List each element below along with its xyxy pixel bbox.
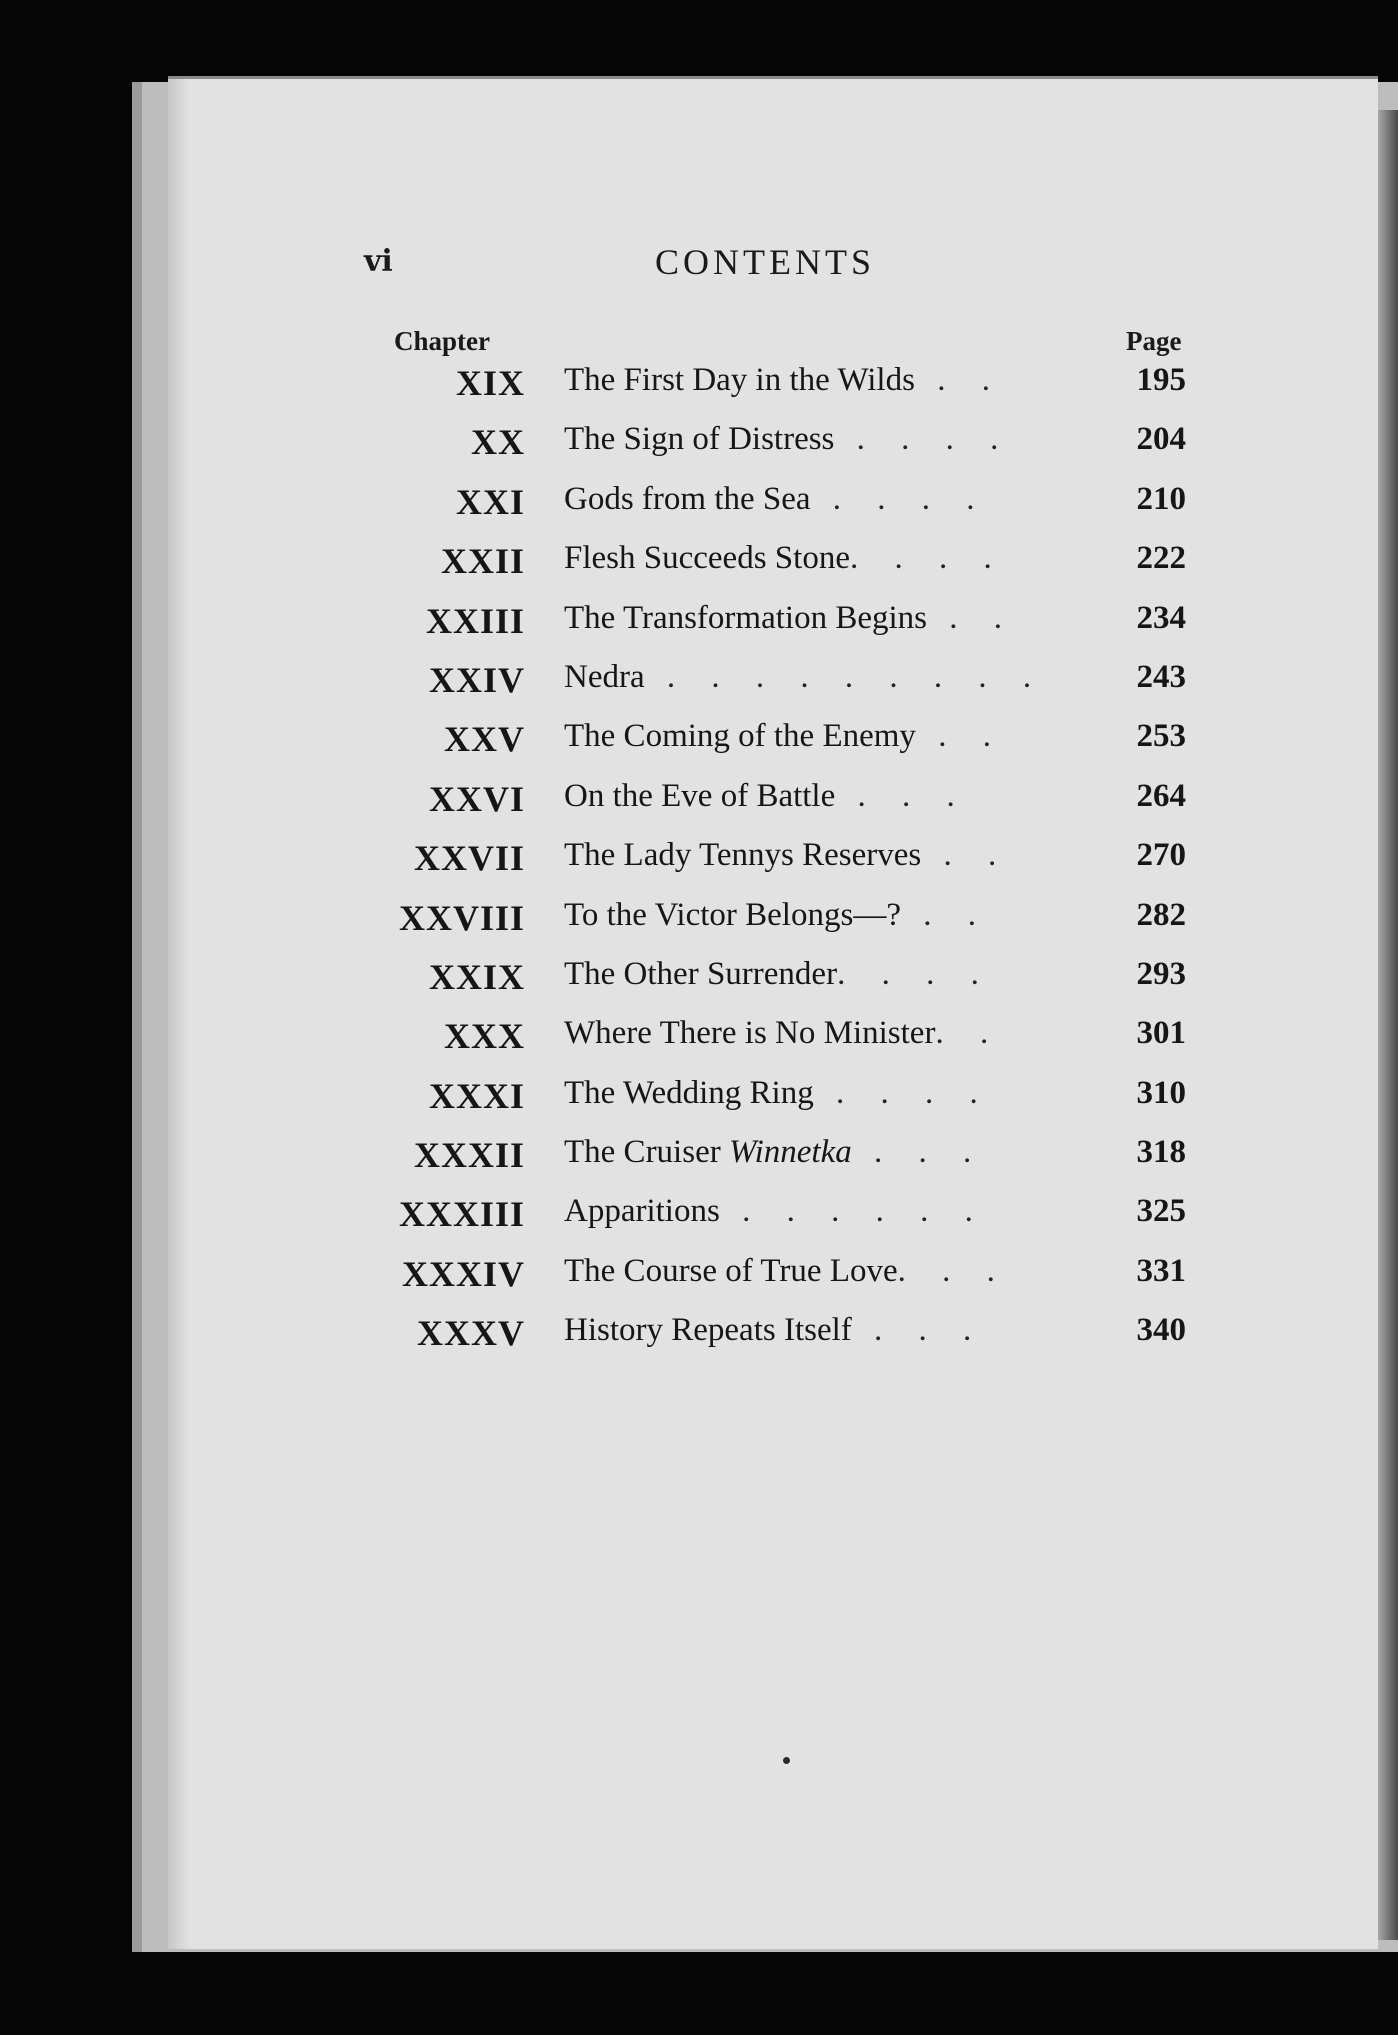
toc-entry [0, 415, 1398, 474]
chapter-number: XIX [455, 363, 525, 403]
toc-entry [0, 1247, 1398, 1306]
chapter-title-text: On the Eve of Battle [564, 777, 836, 814]
chapter-title [564, 837, 1104, 874]
page-number: 310 [1136, 1074, 1186, 1111]
chapter-title [564, 897, 1104, 934]
page-title: CONTENTS [655, 242, 875, 282]
chapter-title [564, 1253, 1104, 1290]
toc-entry [0, 950, 1398, 1009]
dot-leader: . . . [851, 1134, 986, 1171]
page-number: 293 [1136, 955, 1186, 992]
page-number: 195 [1136, 362, 1186, 398]
toc-entry [0, 1306, 1398, 1365]
chapter-title [564, 1015, 1104, 1052]
chapter-title-text: Where There is No Minister [564, 1015, 936, 1052]
chapter-title-text: Apparitions [564, 1193, 720, 1230]
toc-entry [0, 1069, 1398, 1128]
dot-leader: . . . . [849, 540, 1006, 577]
chapter-title [564, 421, 1104, 458]
toc-entry [0, 653, 1398, 712]
page-number: 210 [1136, 480, 1186, 517]
page-folio: vi [364, 244, 393, 279]
chapter-number: XXI [455, 481, 525, 522]
chapter-number: XXIII [425, 600, 525, 641]
chapter-title-text: To the Victor Belongs—? [564, 896, 901, 933]
ship-name-italic: Winnetka [728, 1134, 852, 1171]
chapter-title-text: The Cruiser Winnetka [564, 1134, 852, 1171]
page-number: 253 [1136, 718, 1186, 755]
chapter-title [564, 718, 1104, 755]
chapter-title-text: The Course of True Love [564, 1252, 898, 1289]
toc-entry [0, 356, 1398, 415]
chapter-title [564, 1075, 1104, 1112]
page-number: 301 [1136, 1015, 1186, 1052]
page-number: 325 [1136, 1193, 1186, 1230]
contents-list [0, 356, 1398, 1366]
chapter-number: XXIX [428, 956, 525, 997]
chapter-title [564, 1134, 1104, 1171]
toc-entry [0, 772, 1398, 831]
chapter-title-text: The Coming of the Enemy [564, 718, 916, 755]
chapter-number: XXV [444, 719, 525, 760]
chapter-number: XXXII [413, 1135, 525, 1176]
chapter-number: XXXIII [398, 1194, 525, 1235]
dot-leader: . . . [851, 1312, 986, 1349]
page-number: 243 [1136, 658, 1186, 695]
dot-leader: . . . [897, 1252, 1009, 1289]
page-number: 234 [1136, 599, 1186, 636]
ink-speck [783, 1757, 790, 1764]
chapter-title [564, 540, 1104, 577]
chapter-title-text: The Wedding Ring [564, 1074, 814, 1111]
chapter-title [564, 600, 1104, 637]
toc-entry [0, 534, 1398, 593]
chapter-number: XXIV [428, 659, 525, 700]
chapter-title [564, 1193, 1104, 1230]
chapter-number: XXVIII [398, 897, 525, 938]
chapter-title-text: The Lady Tennys Reserves [564, 837, 922, 874]
chapter-number: XX [471, 422, 525, 463]
page-number: 340 [1136, 1312, 1186, 1349]
toc-entry [0, 594, 1398, 653]
chapter-number: XXVII [413, 838, 525, 879]
toc-entry [0, 1128, 1398, 1187]
page-number: 318 [1136, 1134, 1186, 1171]
page-column-heading: Page [1126, 326, 1182, 356]
chapter-number: XXXV [417, 1313, 525, 1354]
page-number: 264 [1136, 777, 1186, 814]
dot-leader: . . [926, 599, 1016, 636]
dot-leader: . . [915, 718, 1005, 755]
dot-leader: . . . . [813, 1074, 992, 1111]
page-number: 222 [1136, 540, 1186, 577]
dot-leader: . . . . [837, 955, 993, 992]
dot-leader: . . . . [810, 480, 989, 517]
dot-leader: . . [935, 1015, 1003, 1052]
page-number: 282 [1136, 896, 1186, 933]
chapter-title-text: The First Day in the Wilds [564, 362, 915, 398]
dot-leader: . . [914, 362, 1004, 398]
toc-entry [0, 831, 1398, 890]
chapter-title-text: The Other Surrender [564, 955, 838, 992]
chapter-title [564, 481, 1104, 518]
chapter-title-text: The Sign of Distress [564, 421, 835, 458]
chapter-title [564, 659, 1104, 696]
dot-leader: . . . . . . [719, 1193, 987, 1230]
chapter-number: XXVI [428, 778, 525, 819]
chapter-title-text: Gods from the Sea [564, 480, 811, 517]
toc-entry [0, 475, 1398, 534]
page-number: 331 [1136, 1252, 1186, 1289]
chapter-title [564, 956, 1104, 993]
chapter-title [564, 1312, 1104, 1349]
chapter-number: XXXI [428, 1075, 525, 1116]
dot-leader: . . [921, 837, 1011, 874]
page-number: 270 [1136, 837, 1186, 874]
page-number: 204 [1136, 421, 1186, 458]
toc-entry [0, 891, 1398, 950]
chapter-number: XXXIV [401, 1253, 525, 1294]
toc-entry [0, 712, 1398, 771]
toc-entry [0, 1009, 1398, 1068]
chapter-title [564, 362, 1104, 399]
dot-leader: . . [900, 896, 990, 933]
chapter-title-text: The Transformation Begins [564, 599, 927, 636]
chapter-number: XXII [440, 541, 525, 582]
chapter-column-heading: Chapter [394, 326, 490, 356]
chapter-title [564, 778, 1104, 815]
toc-entry [0, 1187, 1398, 1246]
dot-leader: . . . [835, 777, 969, 814]
chapter-title-text: Nedra [564, 658, 645, 695]
chapter-title-text: History Repeats Itself [564, 1312, 852, 1349]
dot-leader: . . . . . . . . . [644, 658, 1046, 695]
chapter-title-text: Flesh Succeeds Stone [564, 540, 850, 577]
chapter-number: XXX [444, 1016, 525, 1057]
dot-leader: . . . . [834, 421, 1013, 458]
